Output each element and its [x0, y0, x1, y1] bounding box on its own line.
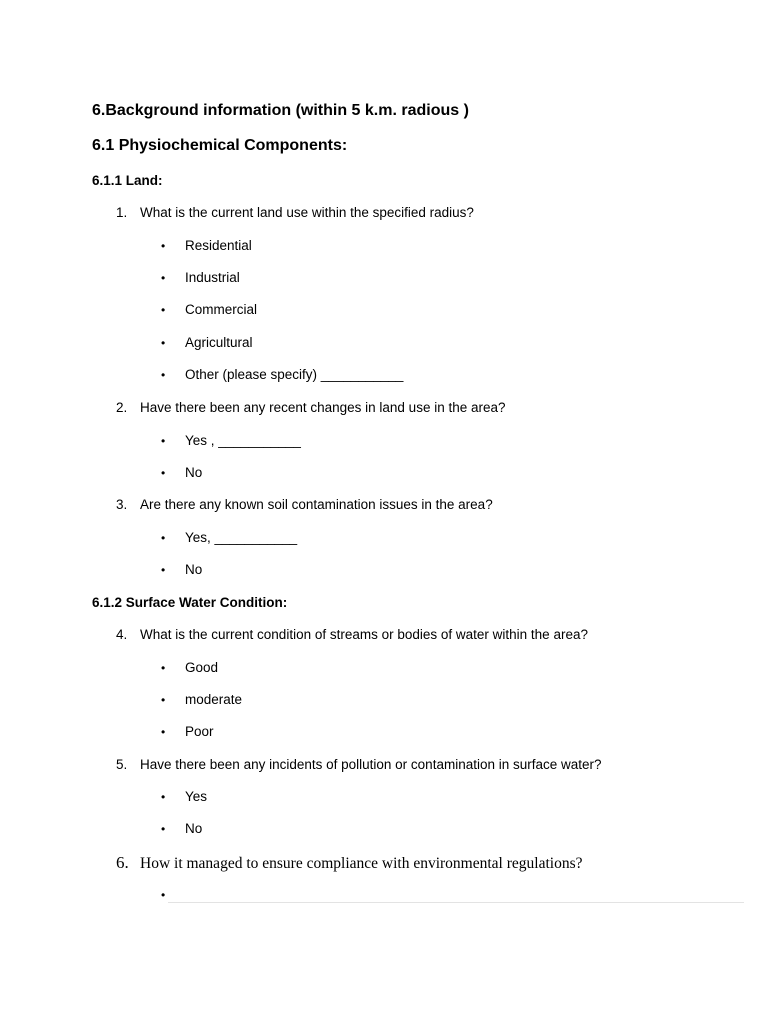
- question-number: 5.: [116, 757, 128, 772]
- bullet-icon: •: [161, 661, 166, 675]
- bullet-icon: •: [161, 531, 166, 545]
- bullet-icon: •: [161, 563, 166, 577]
- option-yes[interactable]: Yes: [185, 789, 208, 804]
- question-3: [116, 497, 493, 512]
- land-heading: 6.1.1 Land:: [92, 173, 163, 188]
- bullet-icon: •: [161, 466, 166, 480]
- option-no[interactable]: No: [185, 465, 203, 480]
- question-number: 4.: [116, 627, 128, 642]
- option-commercial[interactable]: Commercial: [185, 302, 258, 317]
- subsection-heading: 6.1 Physiochemical Components:: [92, 137, 348, 154]
- option-no[interactable]: No: [185, 562, 203, 577]
- question-number: 2.: [116, 400, 128, 415]
- question-6: [116, 853, 582, 873]
- option-agricultural[interactable]: Agricultural: [185, 335, 253, 350]
- option-yes[interactable]: Yes, ___________: [185, 530, 298, 545]
- bullet-icon: •: [161, 693, 166, 707]
- bullet-icon: •: [161, 790, 166, 804]
- question-text: How it managed to ensure compliance with environmental regulations?: [140, 855, 583, 872]
- bullet-icon: •: [161, 303, 166, 317]
- question-1: [116, 205, 474, 220]
- question-number: 3.: [116, 497, 128, 512]
- bullet-icon: •: [161, 725, 166, 739]
- question-text: Have there been any recent changes in land use in the area?: [140, 400, 506, 415]
- section-heading: 6.Background information (within 5 k.m. radious ): [92, 102, 469, 119]
- question-text: What is the current land use within the specified radius?: [140, 205, 474, 220]
- option-good[interactable]: Good: [185, 660, 219, 675]
- bullet-icon: •: [161, 368, 166, 382]
- option-no[interactable]: No: [185, 821, 203, 836]
- option-poor[interactable]: Poor: [185, 724, 214, 739]
- question-5: [116, 757, 602, 772]
- bullet-icon: •: [161, 434, 166, 448]
- bullet-icon: •: [161, 822, 166, 836]
- answer-line[interactable]: [168, 902, 744, 903]
- question-number: 1.: [116, 205, 128, 220]
- bullet-icon: •: [161, 336, 166, 350]
- question-4: [116, 627, 588, 642]
- bullet-icon: •: [161, 271, 166, 285]
- question-2: [116, 400, 506, 415]
- option-industrial[interactable]: Industrial: [185, 270, 240, 285]
- question-text: What is the current condition of streams or bodies of water within the area?: [140, 627, 588, 642]
- surface-water-heading: 6.1.2 Surface Water Condition:: [92, 595, 288, 610]
- option-moderate[interactable]: moderate: [185, 692, 243, 707]
- option-other[interactable]: Other (please specify) ___________: [185, 367, 404, 382]
- option-yes[interactable]: Yes , ___________: [185, 433, 301, 448]
- option-residential[interactable]: Residential: [185, 238, 252, 253]
- bullet-icon: •: [161, 888, 166, 902]
- question-number: 6.: [116, 853, 129, 872]
- question-text: Are there any known soil contamination issues in the area?: [140, 497, 493, 512]
- question-text: Have there been any incidents of pollution or contamination in surface water?: [140, 757, 602, 772]
- bullet-icon: •: [161, 239, 166, 253]
